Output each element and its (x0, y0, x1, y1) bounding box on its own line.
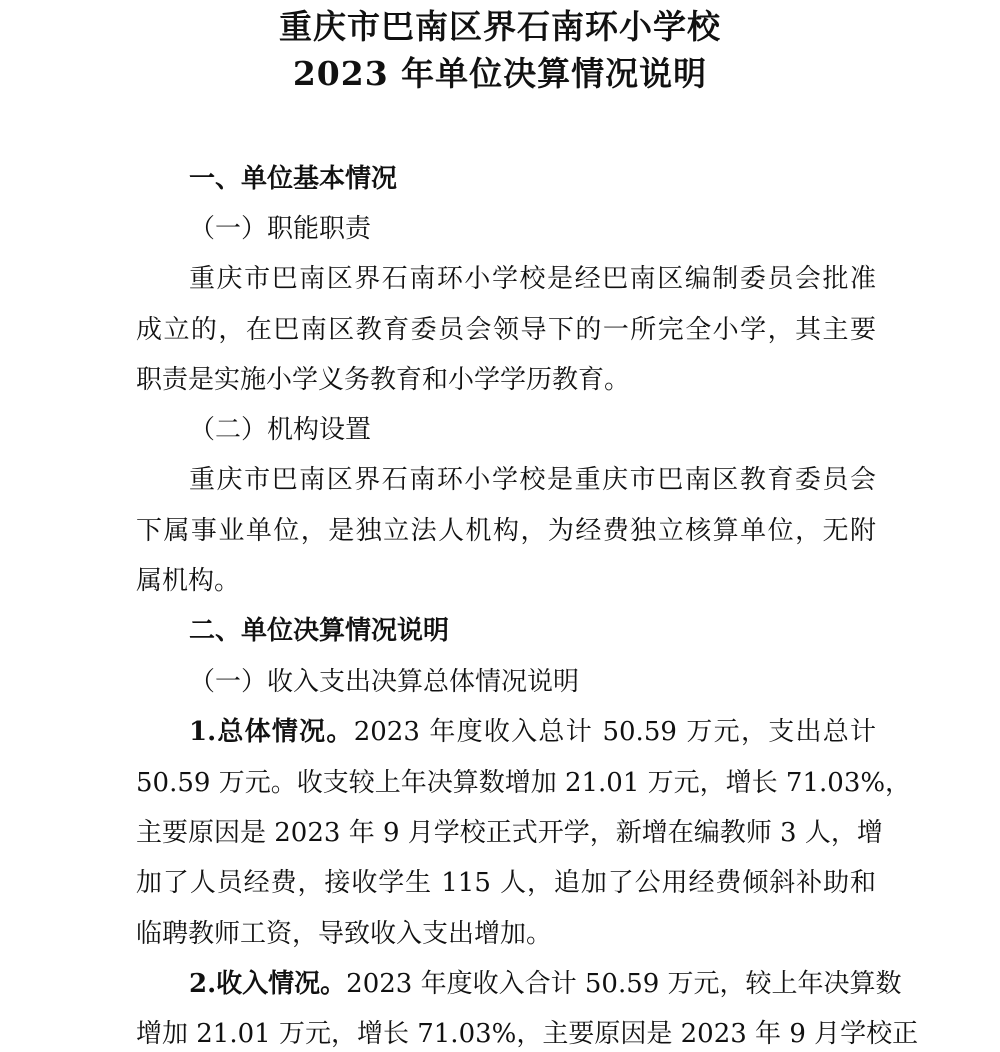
paragraph-lead: 2.收入情况。 (189, 969, 347, 999)
paragraph-line: 属机构。 (136, 566, 241, 596)
paragraph-line: 50.59 万元。收支较上年决算数增加 21.01 万元，增长 71.03%， (136, 768, 912, 798)
paragraph-lead: 1.总体情况。 (189, 717, 354, 747)
section1-heading: 一、单位基本情况 (189, 164, 398, 194)
section1-sub1-heading: （一）职能职责 (189, 214, 372, 244)
paragraph-text: 2023 年度收入合计 50.59 万元，较上年决算数 (346, 969, 902, 999)
paragraph-line: 成立的，在巴南区教育委员会领导下的一所完全小学，其主要 (136, 315, 876, 345)
paragraph-line-with-lead (189, 967, 902, 1001)
paragraph-line: 重庆市巴南区界石南环小学校是经巴南区编制委员会批准 (189, 264, 876, 294)
document-title-line1: 重庆市巴南区界石南环小学校 (279, 7, 721, 46)
paragraph-line: 增加 21.01 万元，增长 71.03%，主要原因是 2023 年 9 月学校正 (136, 1019, 919, 1049)
paragraph-text: 2023 年度收入总计 50.59 万元，支出总计 (353, 717, 876, 747)
paragraph-line: 加了人员经费，接收学生 115 人，追加了公用经费倾斜补助和 (136, 868, 876, 898)
paragraph-line: 临聘教师工资，导致收入支出增加。 (136, 919, 553, 949)
section2-heading: 二、单位决算情况说明 (189, 616, 450, 646)
section1-sub2-heading: （二）机构设置 (189, 415, 372, 445)
paragraph-line: 主要原因是 2023 年 9 月学校正式开学，新增在编教师 3 人，增 (136, 818, 883, 848)
document-title-line2: 2023 年单位决算情况说明 (292, 54, 708, 93)
section2-sub1-heading: （一）收入支出决算总体情况说明 (189, 667, 580, 697)
paragraph-line-with-lead (189, 715, 876, 749)
paragraph-line: 下属事业单位，是独立法人机构，为经费独立核算单位，无附 (136, 516, 876, 546)
paragraph-line: 重庆市巴南区界石南环小学校是重庆市巴南区教育委员会 (189, 465, 876, 495)
paragraph-line: 职责是实施小学义务教育和小学学历教育。 (136, 365, 631, 395)
